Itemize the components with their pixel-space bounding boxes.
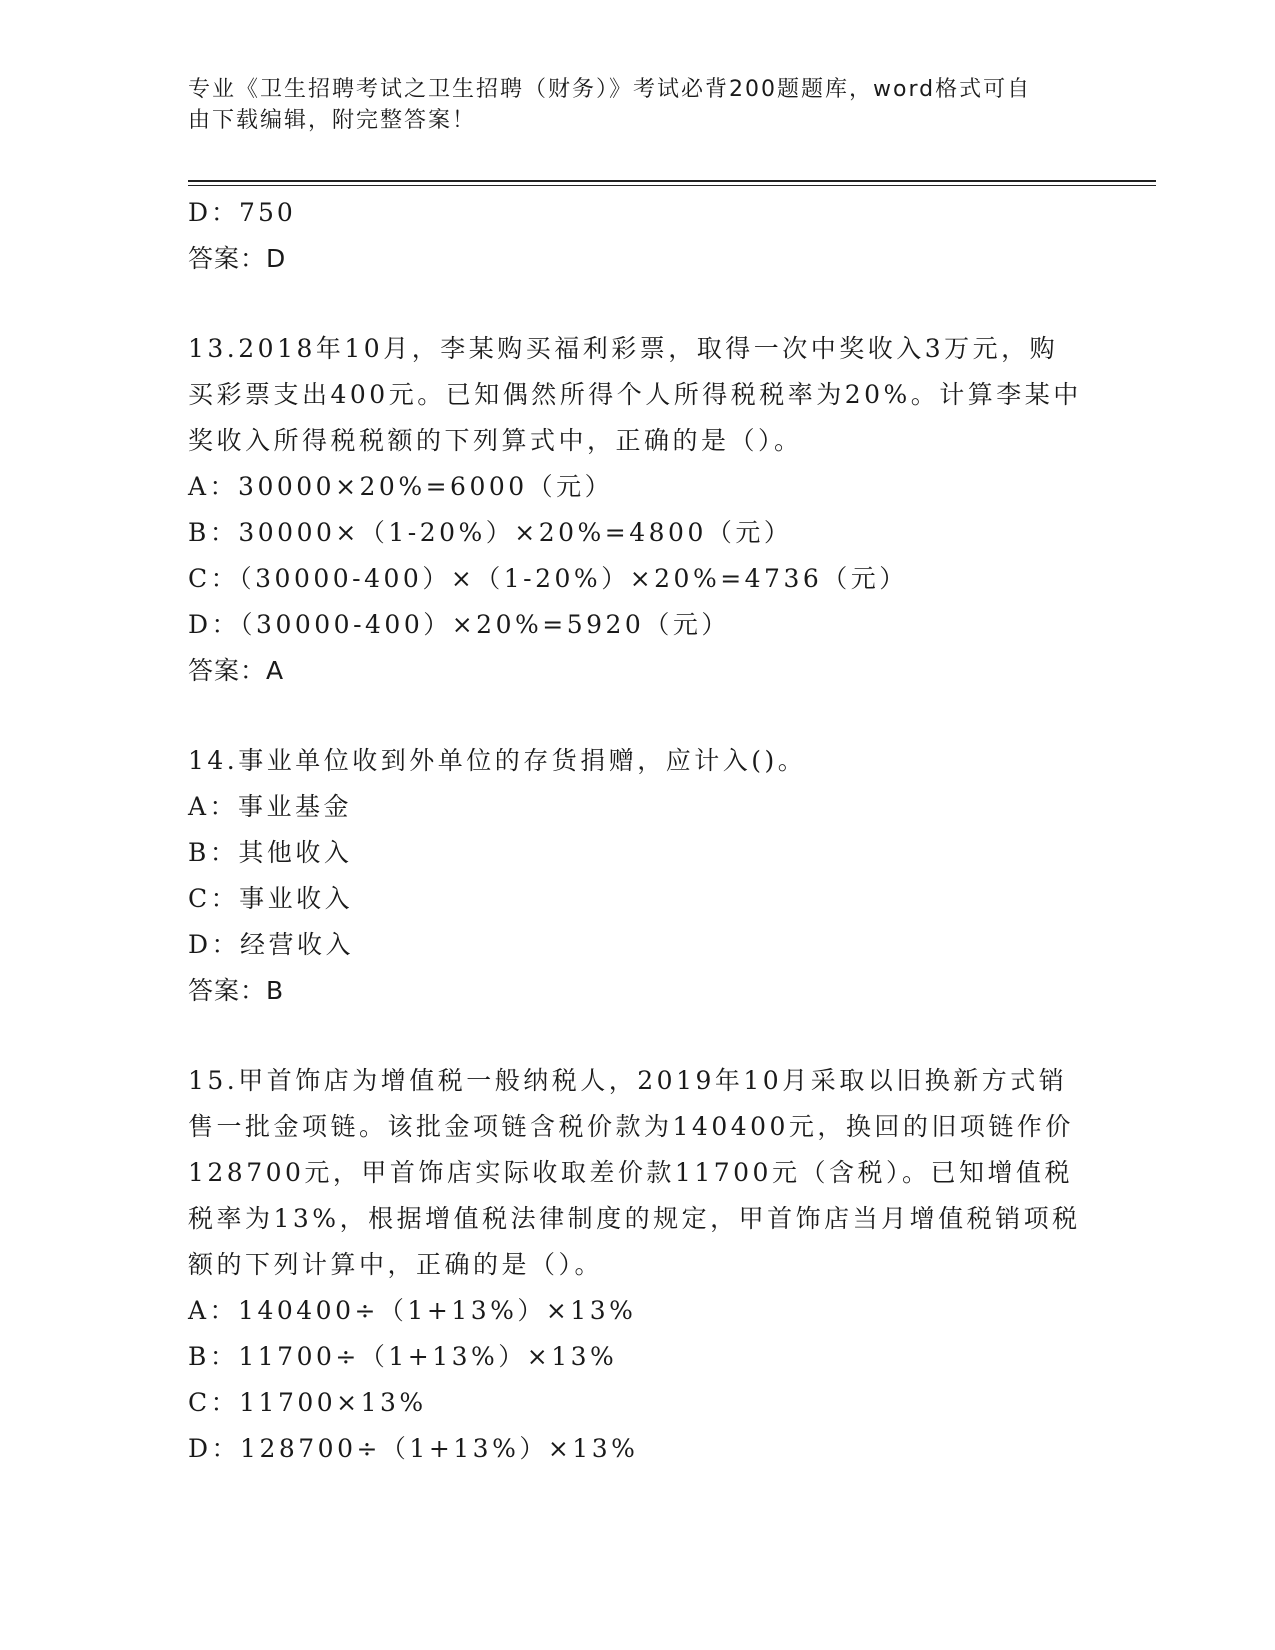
option-b: B：11700÷（1+13%）×13%	[188, 1342, 618, 1371]
document-body	[188, 190, 1088, 1472]
question-stem-line: 额的下列计算中，正确的是（）。	[188, 1250, 604, 1279]
option-d: D：750	[188, 198, 296, 227]
document-header	[188, 74, 1088, 136]
question-stem-line: 128700元，甲首饰店实际收取差价款11700元（含税）。已知增值税	[188, 1158, 1073, 1187]
question-stem-line: 奖收入所得税税额的下列算式中，正确的是（）。	[188, 426, 803, 455]
option-b: B：其他收入	[188, 838, 353, 867]
option-b: B：30000×（1-20%）×20%=4800（元）	[188, 518, 793, 547]
option-d: D：128700÷（1+13%）×13%	[188, 1434, 639, 1463]
header-line-2: 由下载编辑，附完整答案！	[188, 108, 477, 133]
question-15	[188, 1058, 1088, 1472]
question-14	[188, 738, 1088, 1014]
header-line-1: 专业《卫生招聘考试之卫生招聘（财务）》考试必背200题题库，word格式可自	[188, 77, 1032, 102]
option-c: C：11700×13%	[188, 1388, 427, 1417]
previous-question-tail	[188, 190, 1088, 282]
header-rule-thick	[188, 180, 1156, 182]
option-d: D：（30000-400）×20%=5920（元）	[188, 610, 730, 639]
question-stem-line: 14.事业单位收到外单位的存货捐赠，应计入()。	[188, 746, 807, 775]
option-a: A：140400÷（1+13%）×13%	[188, 1296, 637, 1325]
header-rule-thin	[188, 185, 1156, 186]
question-stem-line: 售一批金项链。该批金项链含税价款为140400元，换回的旧项链作价	[188, 1112, 1074, 1141]
option-a: A：30000×20%=6000（元）	[188, 472, 614, 501]
answer: 答案：A	[188, 656, 285, 685]
question-13	[188, 326, 1088, 694]
option-c: C：事业收入	[188, 884, 354, 913]
option-a: A：事业基金	[188, 792, 353, 821]
question-stem-line: 买彩票支出400元。已知偶然所得个人所得税税率为20%。计算李某中	[188, 380, 1082, 409]
question-stem-line: 13.2018年10月，李某购买福利彩票，取得一次中奖收入3万元，购	[188, 334, 1059, 363]
question-stem-line: 税率为13%，根据增值税法律制度的规定，甲首饰店当月增值税销项税	[188, 1204, 1081, 1233]
question-stem-line: 15.甲首饰店为增值税一般纳税人，2019年10月采取以旧换新方式销	[188, 1066, 1068, 1095]
answer: 答案：D	[188, 244, 287, 273]
option-c: C：（30000-400）×（1-20%）×20%=4736（元）	[188, 564, 908, 593]
answer: 答案：B	[188, 976, 285, 1005]
option-d: D：经营收入	[188, 930, 355, 959]
